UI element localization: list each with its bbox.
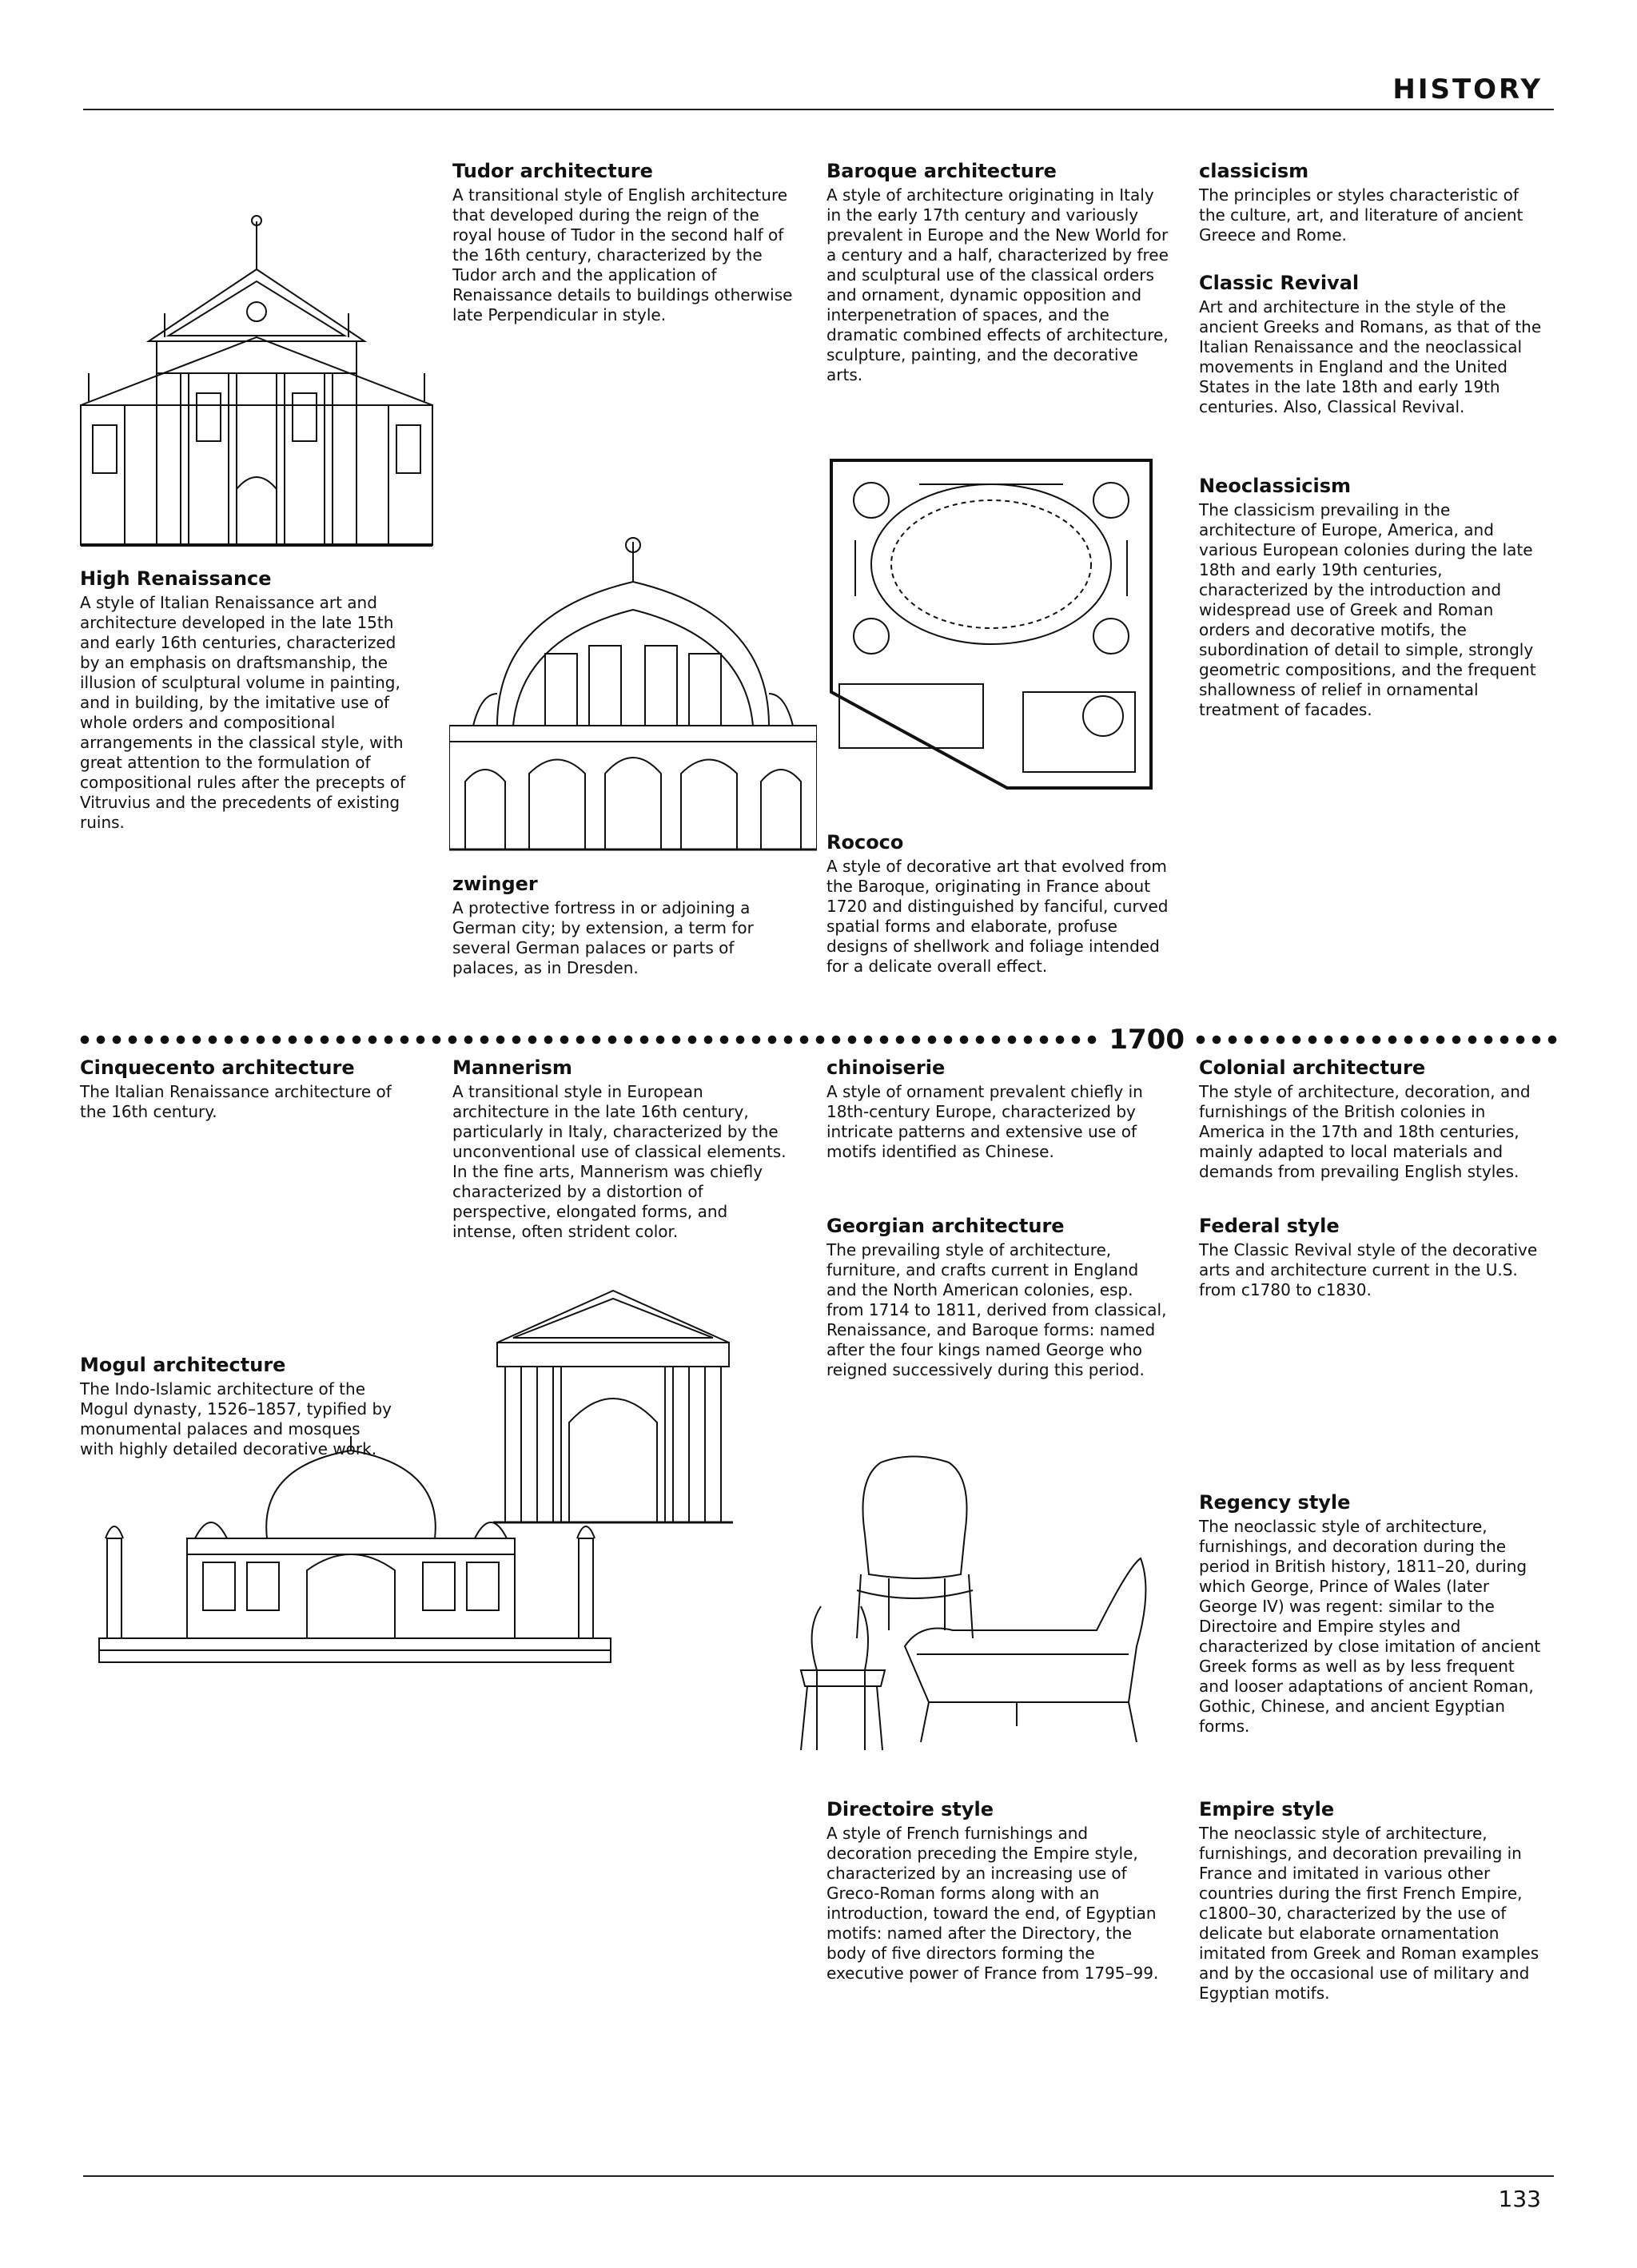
entry-title: Empire style: [1199, 1798, 1335, 1820]
entry-title: chinoiserie: [826, 1056, 946, 1079]
zwinger-pavilion-illustration: [449, 534, 817, 853]
entry-body: A transitional style in European architecture in the late 16th century, particularly in Italy, characterized by the unconventional use of classical elements. In the fine arts, Mannerism was chiefly characterized by a distortion of perspective, elongated forms, and intense, often strident color.: [452, 1082, 787, 1241]
entry-baroque: [826, 160, 1170, 385]
entry-body: The principles or styles characteristic of the culture, art, and literature of ancient Greece and Rome.: [1199, 185, 1523, 245]
entry-mogul: [80, 1354, 392, 1459]
timeline-dots-right: [1193, 1035, 1560, 1044]
entry-georgian: [826, 1215, 1170, 1380]
entry-title: Baroque architecture: [826, 160, 1057, 182]
entry-neoclassicism: [1199, 475, 1543, 720]
entry-chinoiserie: [826, 1056, 1170, 1162]
entry-body: A style of Italian Renaissance art and architecture developed in the late 15th and early 16th centuries, characterized by an emphasis on draftsmanship, the illusion of sculptural volume in painting, and in building, by the imitative use of whole orders and compositional arrangements in the classical style, with great attention to the formulation of compositional rules after the precepts of Vitruvius and the precedents of existing ruins.: [80, 593, 406, 832]
directoire-furniture-illustration: [777, 1446, 1153, 1766]
entry-body: A protective fortress in or adjoining a German city; by extension, a term for several German palaces or parts of palaces, as in Dresden.: [452, 898, 754, 977]
entry-body: The style of architecture, decoration, and furnishings of the British colonies in America in the 17th and 18th centuries, mainly adapted to local materials and demands from prevailing English styles.: [1199, 1082, 1531, 1181]
entry-body: The neoclassic style of architecture, furnishings, and decoration during the period in British history, 1811–20, during which George, Prince of Wales (later George IV) was regent: similar to the Directoire and Empire styles and characterized by close imitation of ancient Greek forms as well as by less frequent and looser adaptations of ancient Roman, Gothic, Chinese, and ancient Egyptian forms.: [1199, 1517, 1541, 1736]
entry-title: Federal style: [1199, 1215, 1340, 1237]
entry-empire: [1199, 1798, 1543, 2003]
entry-title: High Renaissance: [80, 567, 272, 590]
entry-body: A style of architecture originating in Italy in the early 17th century and variously prevalent in Europe and the New World for a century and a half, characterized by free and sculptural use of the classical orders and ornament, dynamic opposition and interpenetration of spaces, and the dramatic combined effects of architecture, sculpture, painting, and the decorative arts.: [826, 185, 1169, 384]
footer-rule: [83, 2175, 1554, 2177]
entry-title: Regency style: [1199, 1491, 1351, 1514]
entry-classicism: [1199, 160, 1543, 245]
entry-federal: [1199, 1215, 1543, 1300]
entry-title: Georgian architecture: [826, 1215, 1065, 1237]
entry-body: A style of French furnishings and decoration preceding the Empire style, characterized by an increasing use of Greco-Roman forms along with an introduction, toward the end, of Egyptian motifs: named after the Directory, the body of five directors forming the executive power of France from 1795–99.: [826, 1824, 1159, 1983]
page-number: 133: [1498, 2186, 1541, 2212]
entry-body: A style of decorative art that evolved from the Baroque, originating in France about 1720 and distinguished by fanciful, curved spatial forms and elaborate, profuse designs of shellwork and foliage intended for a delicate overall effect.: [826, 857, 1169, 976]
entry-cinquecento: [80, 1056, 416, 1122]
entry-title: Rococo: [826, 831, 904, 853]
entry-tudor: [452, 160, 796, 325]
entry-directoire: [826, 1798, 1170, 1984]
entry-title: Directoire style: [826, 1798, 994, 1820]
entry-classic-revival: [1199, 272, 1543, 417]
entry-high-renaissance: [80, 567, 416, 833]
timeline-year: 1700: [1109, 1024, 1185, 1056]
entry-title: zwinger: [452, 873, 538, 895]
entry-regency: [1199, 1491, 1543, 1737]
entry-rococo: [826, 831, 1170, 977]
entry-title: Mannerism: [452, 1056, 572, 1079]
entry-zwinger: [452, 873, 796, 978]
timeline-divider: [77, 1024, 1560, 1056]
entry-mannerism: [452, 1056, 796, 1242]
entry-body: A style of ornament prevalent chiefly in 18th-century Europe, characterized by intricate patterns and extensive use of motifs identified as Chinese.: [826, 1082, 1143, 1161]
entry-title: Tudor architecture: [452, 160, 653, 182]
entry-title: Cinquecento architecture: [80, 1056, 355, 1079]
header-rule: [83, 109, 1554, 110]
timeline-dots-left: [77, 1035, 1101, 1044]
entry-title: Classic Revival: [1199, 272, 1360, 294]
entry-body: A transitional style of English architecture that developed during the reign of the royal house of Tudor in the second half of the 16th century, characterized by the Tudor arch and the application of Renaissance details to buildings otherwise late Perpendicular in style.: [452, 185, 793, 324]
entry-body: The neoclassic style of architecture, furnishings, and decoration prevailing in France and imitated in various other countries during the first French Empire, c1800–30, characterized by the use of delicate but elaborate ornamentation imitated from Greek and Roman examples and by the occasional use of military and Egyptian motifs.: [1199, 1824, 1539, 2003]
entry-body: The prevailing style of architecture, furniture, and crafts current in England and the North American colonies, esp. from 1714 to 1811, derived from classical, Renaissance, and Baroque forms: named after the four kings named George who reigned successively during this period.: [826, 1240, 1167, 1379]
entry-body: Art and architecture in the style of the ancient Greeks and Romans, as that of the Italian Renaissance and the neoclassical movements in England and the United States in the late 18th and early 19th centuries. Also, Classical Revival.: [1199, 297, 1542, 416]
entry-colonial: [1199, 1056, 1543, 1182]
entry-title: Mogul architecture: [80, 1354, 286, 1376]
entry-body: The Italian Renaissance architecture of the 16th century.: [80, 1082, 392, 1121]
high-renaissance-facade-illustration: [77, 209, 436, 553]
entry-title: Neoclassicism: [1199, 475, 1352, 497]
entry-body: The classicism prevailing in the architecture of Europe, America, and various European colonies during the late 18th and early 19th centuries, characterized by the introduction and widespread use of Greek and Roman orders and decorative motifs, the subordination of detail to simple, strongly geometric compositions, and the frequent shallowness of relief in ornamental treatment of facades.: [1199, 500, 1536, 719]
page-header-title: HISTORY: [1392, 74, 1543, 105]
entry-body: The Indo-Islamic architecture of the Mogul dynasty, 1526–1857, typified by monumental palaces and mosques with highly detailed decorative work.: [80, 1379, 392, 1458]
entry-title: classicism: [1199, 160, 1309, 182]
mogul-taj-mahal-illustration: [83, 1434, 619, 1666]
entry-title: Colonial architecture: [1199, 1056, 1426, 1079]
entry-body: The Classic Revival style of the decorative arts and architecture current in the U.S. from c1780 to c1830.: [1199, 1240, 1538, 1299]
baroque-plan-illustration: [823, 452, 1159, 796]
